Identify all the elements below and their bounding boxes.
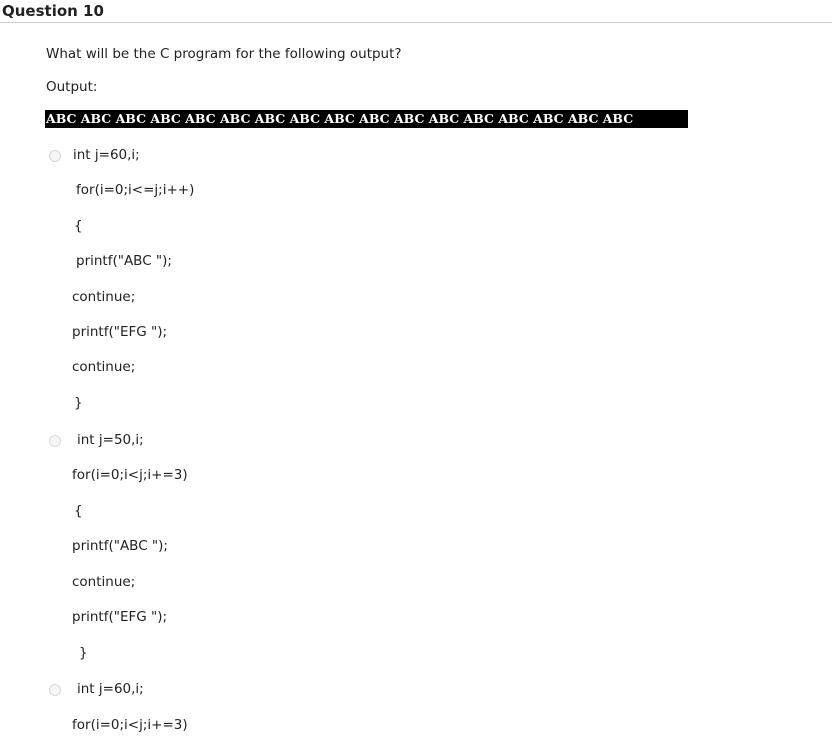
option-2-line-1: int j=50,i; (77, 432, 144, 448)
option-1-line-7: continue; (72, 359, 136, 375)
question-prompt: What will be the C program for the following output? (46, 46, 402, 62)
option-2-line-3: { (74, 503, 83, 519)
option-2-line-7: } (79, 645, 88, 661)
option-1-line-8: } (74, 395, 83, 411)
option-2-line-5: continue; (72, 574, 136, 590)
output-label: Output: (46, 79, 98, 95)
question-header (0, 0, 832, 23)
option-1-radio[interactable] (49, 150, 61, 162)
option-1-line-4: printf("ABC "); (76, 253, 172, 269)
option-1-line-6: printf("EFG "); (72, 324, 168, 340)
option-3-line-1: int j=60,i; (77, 681, 144, 697)
output-text: ABC ABC ABC ABC ABC ABC ABC ABC ABC ABC ABC ABC ABC ABC ABC ABC ABC (45, 110, 688, 128)
option-1-line-1: int j=60,i; (73, 147, 140, 163)
question-title: Question 10 (2, 2, 104, 20)
option-1-line-3: { (74, 218, 83, 234)
option-2-radio[interactable] (49, 435, 61, 447)
option-3-radio[interactable] (49, 684, 61, 696)
option-1-line-5: continue; (72, 289, 136, 305)
option-2-line-2: for(i=0;i<j;i+=3) (72, 467, 188, 483)
option-2-line-4: printf("ABC "); (72, 538, 168, 554)
option-3-line-2: for(i=0;i<j;i+=3) (72, 717, 188, 733)
option-2-line-6: printf("EFG "); (72, 609, 168, 625)
option-1-line-2: for(i=0;i<=j;i++) (76, 182, 195, 198)
